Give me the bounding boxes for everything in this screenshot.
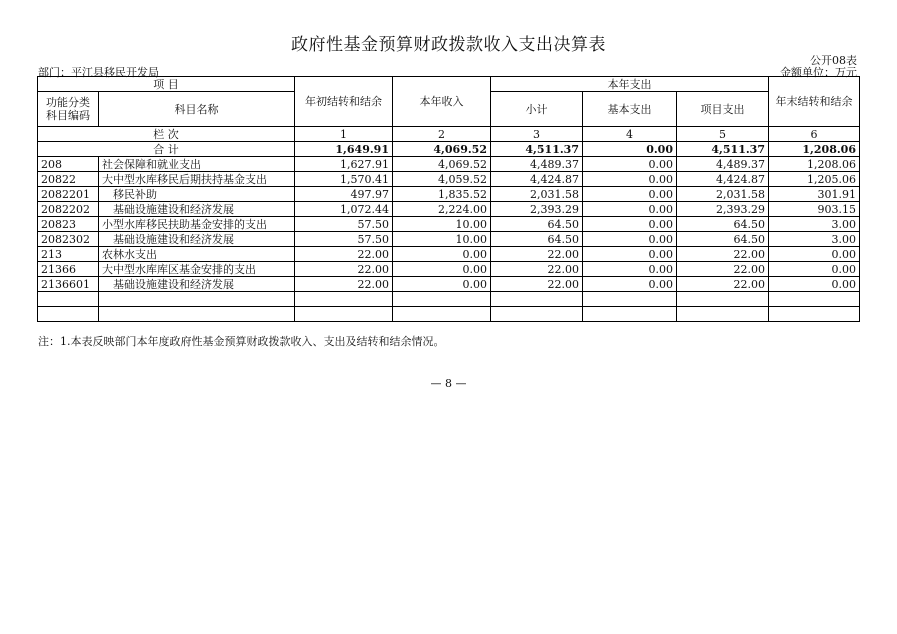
- row-value: 0.00: [583, 187, 677, 202]
- unit-label: 金额单位：万元: [780, 66, 857, 79]
- total-cell: 4,511.37: [677, 142, 769, 157]
- row-value: 22.00: [491, 277, 583, 292]
- row-value: 0.00: [583, 277, 677, 292]
- row-value: 4,489.37: [491, 157, 583, 172]
- header-expense-group: 本年支出: [491, 77, 769, 92]
- table-row: [38, 187, 860, 202]
- row-value: 57.50: [295, 217, 393, 232]
- row-value: 2,393.29: [491, 202, 583, 217]
- table-row: [38, 217, 860, 232]
- row-value: 1,570.41: [295, 172, 393, 187]
- row-name: 移民补助: [99, 187, 295, 202]
- header-project: 项目支出: [677, 92, 769, 127]
- row-value: 2,224.00: [393, 202, 491, 217]
- row-value: 0.00: [393, 247, 491, 262]
- row-value: 1,208.06: [769, 157, 860, 172]
- row-name: 基础设施建设和经济发展: [99, 232, 295, 247]
- row-name: 小型水库移民扶助基金安排的支出: [99, 217, 295, 232]
- row-code: 21366: [38, 262, 99, 277]
- row-value: 0.00: [769, 247, 860, 262]
- table-row: [38, 277, 860, 292]
- row-value: 3.00: [769, 232, 860, 247]
- row-value: 2,031.58: [491, 187, 583, 202]
- empty-row: [38, 292, 860, 307]
- header-row-1: [38, 77, 860, 92]
- header-income: 本年收入: [393, 77, 491, 127]
- row-value: 64.50: [491, 217, 583, 232]
- row-value: 301.91: [769, 187, 860, 202]
- row-value: 0.00: [769, 262, 860, 277]
- budget-table: [37, 76, 860, 322]
- table-row: [38, 262, 860, 277]
- row-value: 10.00: [393, 232, 491, 247]
- row-code: 2082201: [38, 187, 99, 202]
- row-value: 1,072.44: [295, 202, 393, 217]
- row-code: 2082302: [38, 232, 99, 247]
- row-code: 2082202: [38, 202, 99, 217]
- row-value: 22.00: [295, 262, 393, 277]
- row-code: 208: [38, 157, 99, 172]
- col-num: 3: [491, 127, 583, 142]
- row-value: 1,205.06: [769, 172, 860, 187]
- row-value: 0.00: [583, 247, 677, 262]
- page-title: 政府性基金预算财政拨款收入支出决算表: [291, 35, 606, 55]
- header-item: 项 目: [38, 77, 295, 92]
- row-value: 0.00: [393, 277, 491, 292]
- row-value: 0.00: [583, 232, 677, 247]
- header-closing: 年末结转和结余: [769, 77, 860, 127]
- row-value: 0.00: [583, 172, 677, 187]
- table-row: [38, 157, 860, 172]
- total-cell: 4,511.37: [491, 142, 583, 157]
- row-value: 22.00: [677, 277, 769, 292]
- row-value: 4,069.52: [393, 157, 491, 172]
- header-func-code: 功能分类 科目编码: [38, 92, 99, 127]
- row-name: 大中型水库移民后期扶持基金支出: [99, 172, 295, 187]
- row-value: 0.00: [583, 157, 677, 172]
- row-value: 10.00: [393, 217, 491, 232]
- row-code: 20823: [38, 217, 99, 232]
- col-num: 5: [677, 127, 769, 142]
- row-value: 4,489.37: [677, 157, 769, 172]
- table-row: [38, 202, 860, 217]
- table-row: [38, 247, 860, 262]
- row-code: 20822: [38, 172, 99, 187]
- col-label: 栏 次: [38, 127, 295, 142]
- row-value: 64.50: [491, 232, 583, 247]
- total-row: [38, 142, 860, 157]
- department-label: 部门：平江县移民开发局: [38, 66, 159, 79]
- row-name: 大中型水库库区基金安排的支出: [99, 262, 295, 277]
- column-number-row: [38, 127, 860, 142]
- row-value: 57.50: [295, 232, 393, 247]
- row-value: 1,627.91: [295, 157, 393, 172]
- col-num: 2: [393, 127, 491, 142]
- table-row: [38, 232, 860, 247]
- row-name: 基础设施建设和经济发展: [99, 277, 295, 292]
- row-value: 4,424.87: [491, 172, 583, 187]
- row-name: 农林水支出: [99, 247, 295, 262]
- total-cell: 4,069.52: [393, 142, 491, 157]
- footnote: 注：1.本表反映部门本年度政府性基金预算财政拨款收入、支出及结转和结余情况。: [38, 335, 445, 348]
- row-name: 社会保障和就业支出: [99, 157, 295, 172]
- row-value: 2,393.29: [677, 202, 769, 217]
- row-value: 64.50: [677, 232, 769, 247]
- total-cell: 1,649.91: [295, 142, 393, 157]
- row-value: 1,835.52: [393, 187, 491, 202]
- total-cell: 1,208.06: [769, 142, 860, 157]
- header-subtotal: 小计: [491, 92, 583, 127]
- row-value: 4,059.52: [393, 172, 491, 187]
- row-value: 22.00: [677, 247, 769, 262]
- row-value: 22.00: [677, 262, 769, 277]
- row-value: 22.00: [491, 247, 583, 262]
- row-value: 22.00: [295, 247, 393, 262]
- row-value: 22.00: [491, 262, 583, 277]
- row-value: 0.00: [583, 217, 677, 232]
- header-subject-name: 科目名称: [99, 92, 295, 127]
- row-value: 0.00: [583, 202, 677, 217]
- row-value: 3.00: [769, 217, 860, 232]
- total-label: 合 计: [38, 142, 295, 157]
- row-code: 2136601: [38, 277, 99, 292]
- row-value: 2,031.58: [677, 187, 769, 202]
- table-row: [38, 172, 860, 187]
- empty-row: [38, 307, 860, 322]
- row-value: 22.00: [295, 277, 393, 292]
- total-cell: 0.00: [583, 142, 677, 157]
- row-value: 64.50: [677, 217, 769, 232]
- col-num: 6: [769, 127, 860, 142]
- col-num: 4: [583, 127, 677, 142]
- row-value: 497.97: [295, 187, 393, 202]
- data-rows: [38, 157, 860, 292]
- col-num: 1: [295, 127, 393, 142]
- row-value: 0.00: [583, 262, 677, 277]
- row-code: 213: [38, 247, 99, 262]
- page-number: — 8 —: [430, 377, 467, 390]
- row-name: 基础设施建设和经济发展: [99, 202, 295, 217]
- row-value: 903.15: [769, 202, 860, 217]
- row-value: 0.00: [393, 262, 491, 277]
- row-value: 4,424.87: [677, 172, 769, 187]
- header-opening: 年初结转和结余: [295, 77, 393, 127]
- row-value: 0.00: [769, 277, 860, 292]
- header-basic: 基本支出: [583, 92, 677, 127]
- form-number: 公开08表: [810, 54, 857, 67]
